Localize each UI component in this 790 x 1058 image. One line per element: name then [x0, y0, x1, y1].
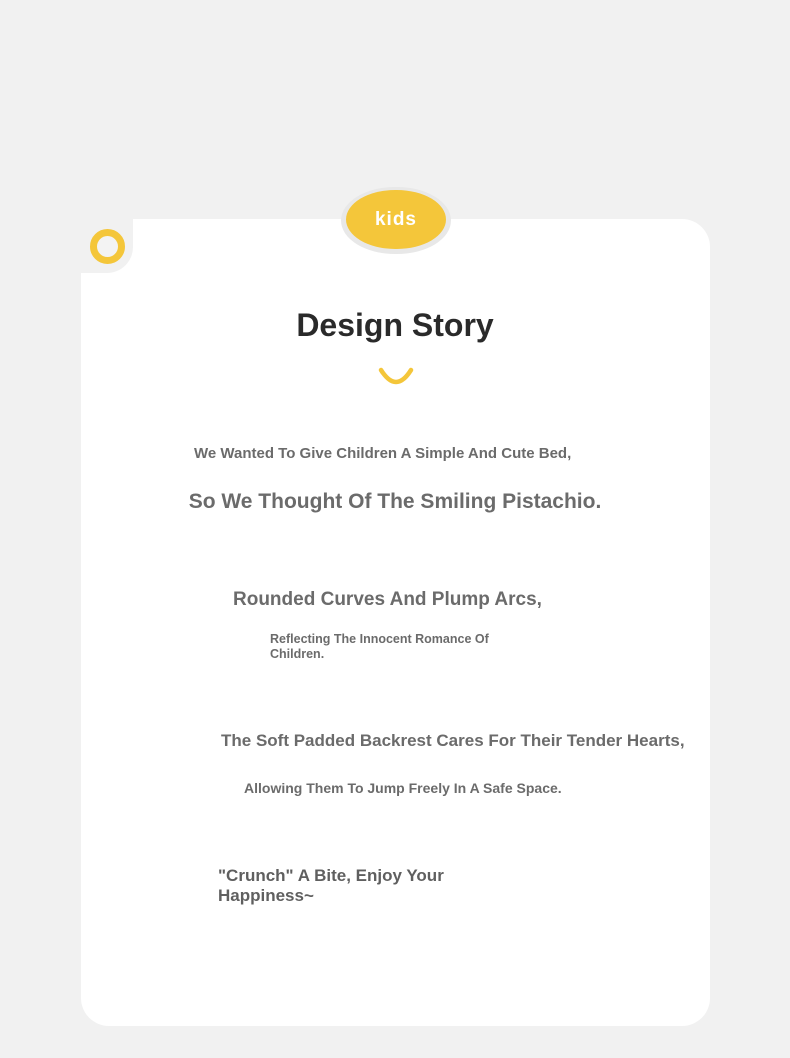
story-line-1: We Wanted To Give Children A Simple And Cute Bed, — [194, 445, 572, 462]
story-line-5: The Soft Padded Backrest Cares For Their Tender Hearts, — [221, 731, 685, 750]
story-line-7: "Crunch" A Bite, Enjoy Your Happiness~ — [218, 866, 444, 905]
story-line-2: So We Thought Of The Smiling Pistachio. — [188, 490, 602, 513]
smile-icon — [378, 364, 414, 388]
story-line-6: Allowing Them To Jump Freely In A Safe Space. — [244, 780, 562, 796]
story-line-3: Rounded Curves And Plump Arcs, — [233, 589, 542, 610]
kids-badge: kids — [346, 190, 446, 249]
ring-icon — [90, 229, 125, 264]
page-title: Design Story — [296, 307, 494, 343]
story-line-4: Reflecting The Innocent Romance Of Children. — [270, 632, 489, 661]
